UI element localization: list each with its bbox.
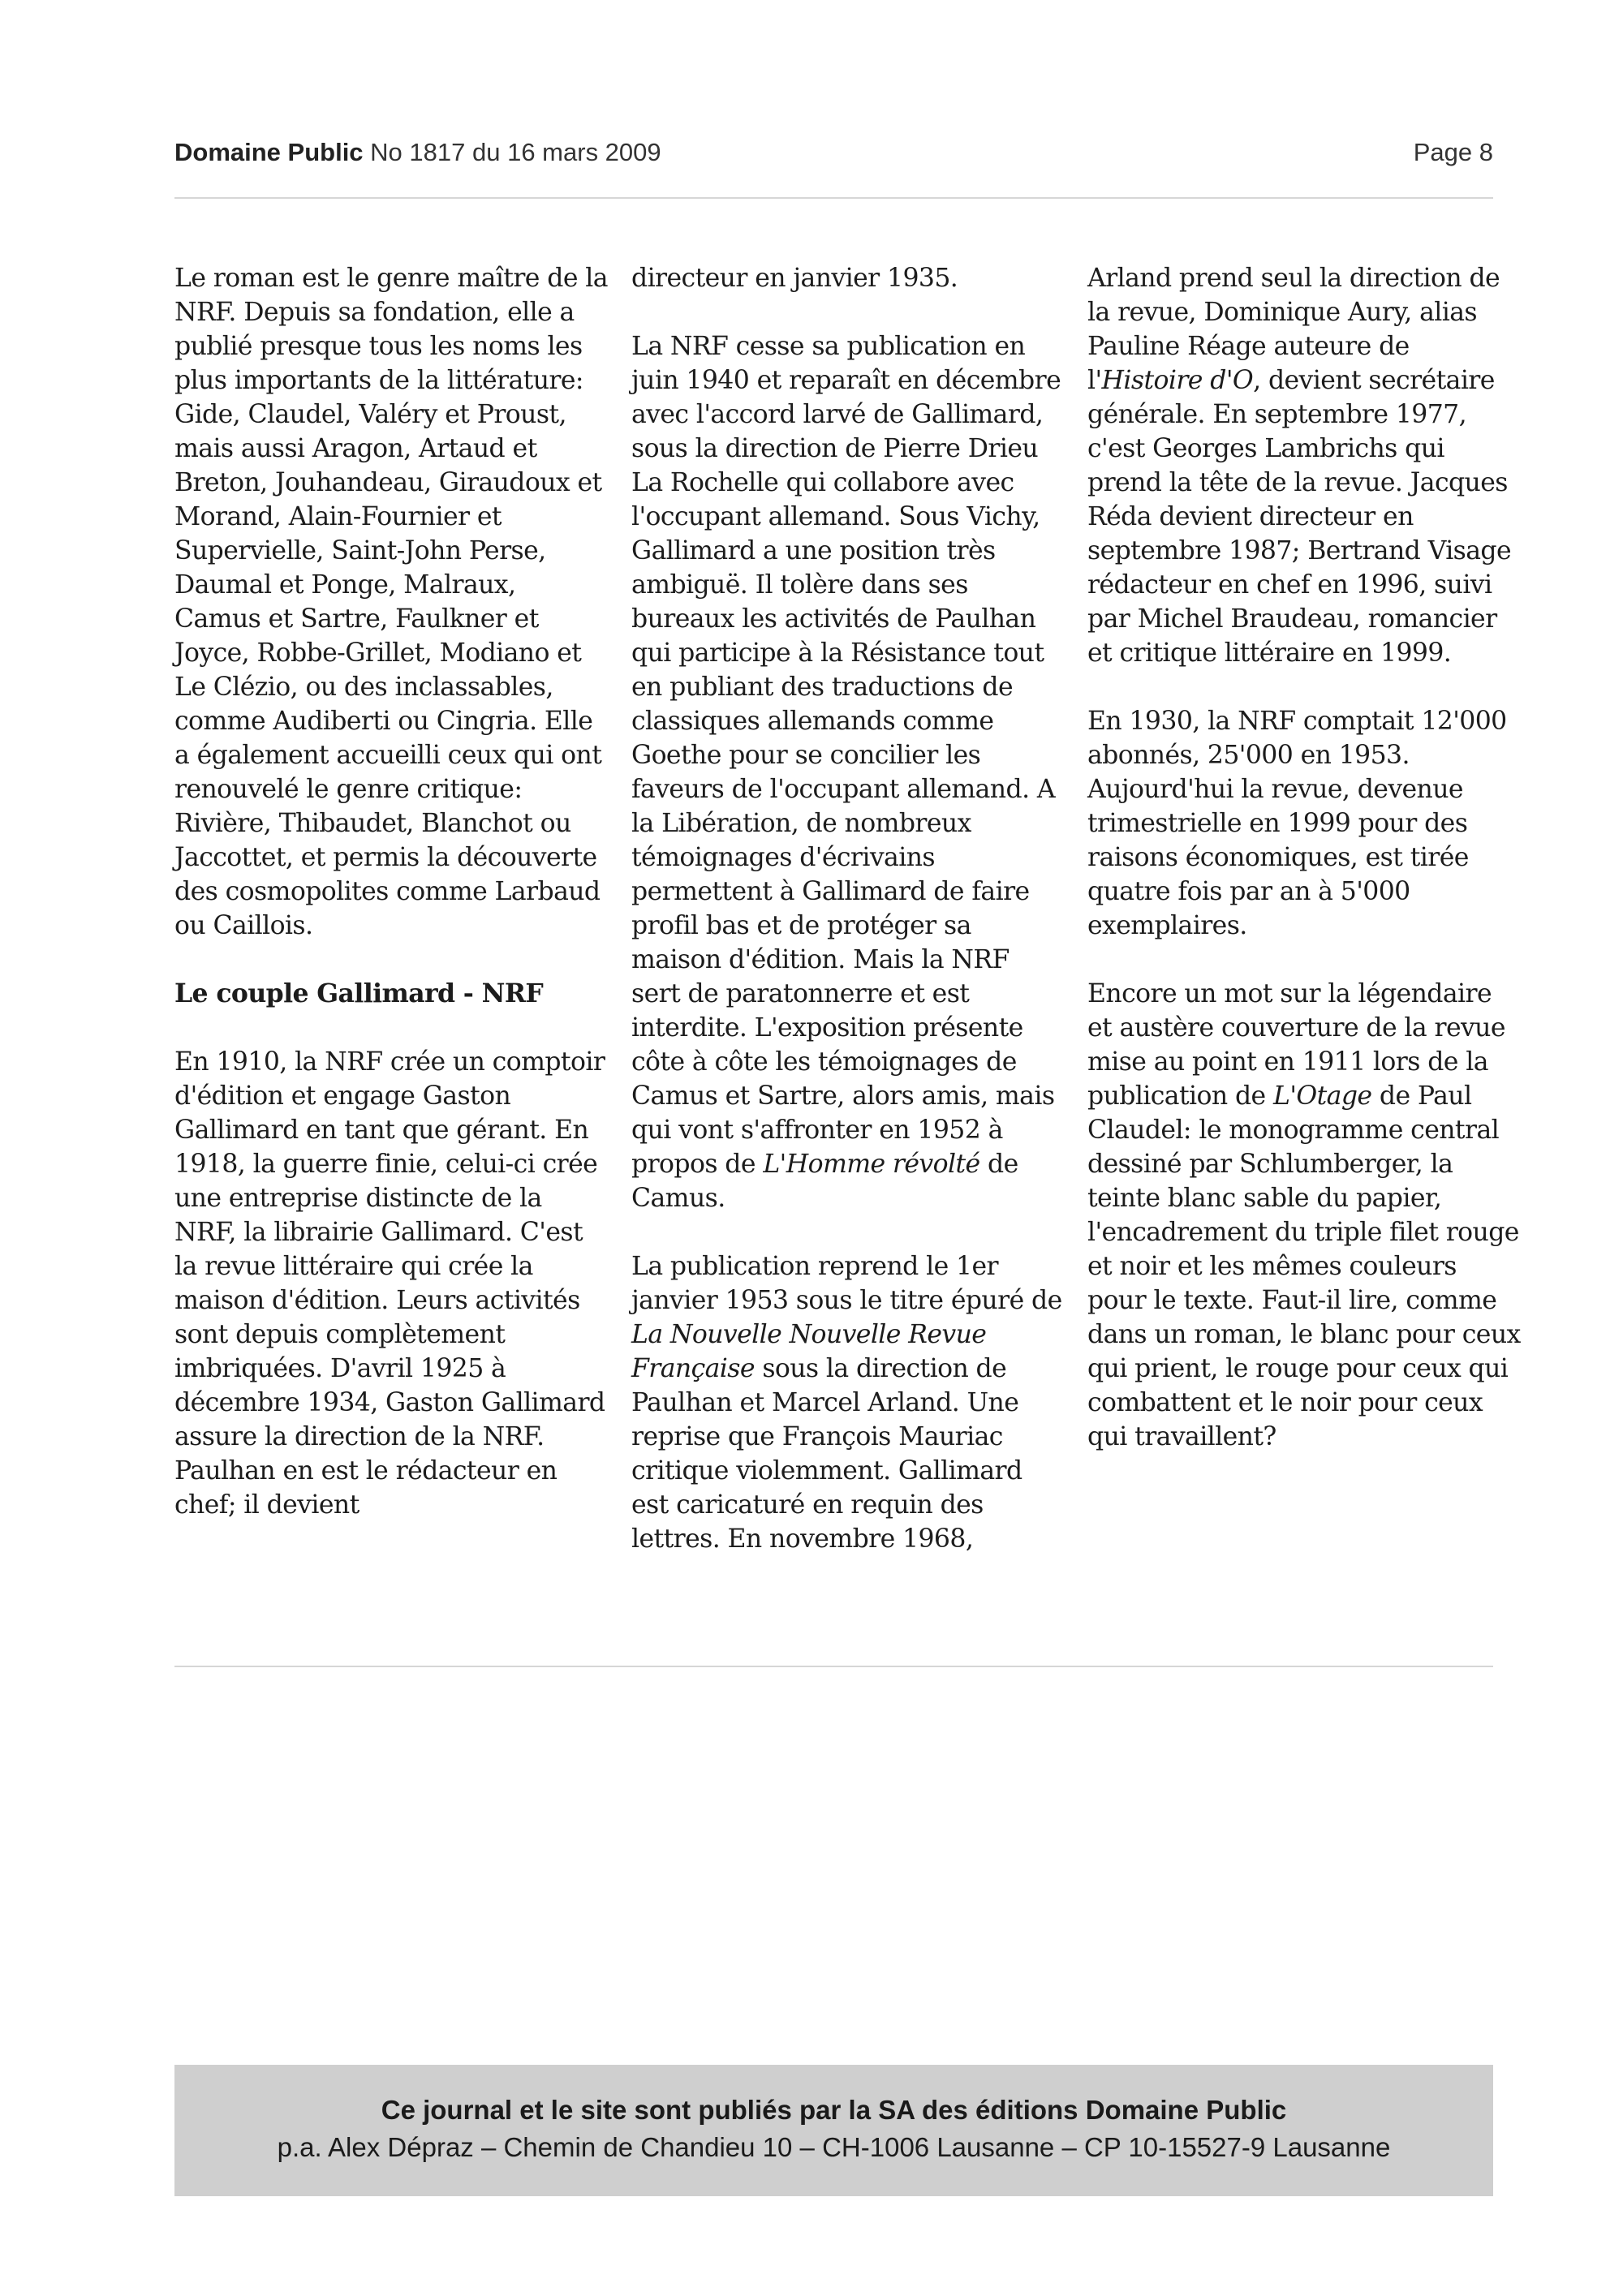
paragraph-text: La NRF cesse sa publication en juin 1940 et reparaît en décembre avec l'accord larvé de Gallimard, sous la direction de Pierre Drieu La Rochelle qui collabore avec l'occupant allemand. Sous Vichy, Gallimard a une position très ambiguë. Il tolère dans ses bureaux les activités de Paulhan qui participe à la Résistance tout en publiant des traductions de classiques allemands comme Goethe pour se concilier les faveurs de l'occupant allemand. A la Libération, de nombreux témoignages d'écrivains permettent à Gallimard de faire profil bas et de protéger sa maison d'édition. Mais la NRF sert de paratonnerre et est interdite. L'exposition présente côte à côte les témoignages de Camus et Sartre, alors amis, mais qui vont s'affronter en 1952 à propos de: [631, 332, 1061, 1179]
publication-name: Domaine Public: [174, 138, 364, 166]
publisher-footer: [174, 2065, 1493, 2196]
article-column-2: [631, 261, 1065, 1556]
book-title: Histoire d'O: [1101, 366, 1254, 395]
paragraph: directeur en janvier 1935.: [631, 264, 958, 293]
page-header: [174, 130, 1493, 170]
paragraph: [1087, 977, 1522, 1454]
article-column-3: [1087, 261, 1522, 1454]
paragraph: [631, 1249, 1065, 1556]
section-heading: Le couple Gallimard - NRF: [174, 978, 544, 1008]
page-number: Page 8: [1413, 138, 1493, 166]
article-end-divider: [174, 1666, 1493, 1667]
paragraph: En 1930, la NRF comptait 12'000 abonnés, 25'000 en 1953. Aujourd'hui la revue, devenue trimestrielle en 1999 pour des raisons économiques, est tirée quatre fois par an à 5'000 exemplaires.: [1087, 707, 1507, 940]
paragraph-text: , devient secrétaire générale. En septembre 1977, c'est Georges Lambrichs qui prend la tête de la revue. Jacques Réda devient directeur en septembre 1987; Bertrand Visage rédacteur en chef en 1996, suivi par Michel Braudeau, romancier et critique littéraire en 1999.: [1087, 366, 1512, 668]
paragraph: [1087, 261, 1522, 670]
paragraph: [631, 329, 1065, 1215]
paragraph-text: de Paul Claudel: le monogramme central dessiné par Schlumberger, la teinte blanc sable du papier, l'encadrement du triple filet rouge et noir et les mêmes couleurs pour le texte. Faut-il lire, comme dans un roman, le blanc pour ceux qui prient, le rouge pour ceux qui combattent et le noir pour ceux qui travaillent?: [1087, 1081, 1521, 1451]
article-column-1: [174, 261, 609, 1522]
book-title: L'Homme révolté: [763, 1150, 980, 1179]
paragraph-text: de Camus.: [631, 1150, 1018, 1213]
paragraph-text: La publication reprend le 1er janvier 1953 sous le titre épuré de: [631, 1252, 1062, 1315]
book-title: L'Otage: [1273, 1081, 1372, 1111]
paragraph-text: Encore un mot sur la légendaire et austère couverture de la revue mise au point en 1911 lors de la publication de: [1087, 979, 1505, 1111]
footer-address-line: p.a. Alex Dépraz – Chemin de Chandieu 10 – CH-1006 Lausanne – CP 10-15527-9 Lausanne: [277, 2132, 1391, 2162]
issue-info: No 1817 du 16 mars 2009: [370, 138, 661, 166]
paragraph-text: sous la direction de Paulhan et Marcel Arland. Une reprise que François Mauriac critique violemment. Gallimard est caricaturé en requin des lettres. En novembre 1968,: [631, 1354, 1022, 1554]
paragraph: Le roman est le genre maître de la NRF. Depuis sa fondation, elle a publié presque tous les noms les plus importants de la littérature: Gide, Claudel, Valéry et Proust, mais aussi Aragon, Artaud et Breton, Jouhandeau, Giraudoux et Morand, Alain-Fournier et Supervielle, Saint-John Perse, Daumal et Ponge, Malraux, Camus et Sartre, Faulkner et Joyce, Robbe-Grillet, Modiano et Le Clézio, ou des inclassables, comme Audiberti ou Cingria. Elle a également accueilli ceux qui ont renouvelé le genre critique: Rivière, Thibaudet, Blanchot ou Jaccottet, et permis la découverte des cosmopolites comme Larbaud ou Caillois.: [174, 264, 608, 940]
paragraph-text: Arland prend seul la direction de la revue, Dominique Aury, alias Pauline Réage auteure de l': [1087, 264, 1500, 395]
header-divider: [174, 197, 1493, 199]
footer-publisher-line: Ce journal et le site sont publiés par la SA des éditions Domaine Public: [381, 2095, 1287, 2125]
review-title: La Nouvelle Nouvelle Revue Française: [631, 1320, 987, 1383]
paragraph: En 1910, la NRF crée un comptoir d'édition et engage Gaston Gallimard en tant que gérant. En 1918, la guerre finie, celui-ci crée une entreprise distincte de la NRF, la librairie Gallimard. C'est la revue littéraire qui crée la maison d'édition. Leurs activités sont depuis complètement imbriquées. D'avril 1925 à décembre 1934, Gaston Gallimard assure la direction de la NRF. Paulhan en est le rédacteur en chef; il devient: [174, 1047, 605, 1520]
header-publication-info: [174, 138, 661, 167]
